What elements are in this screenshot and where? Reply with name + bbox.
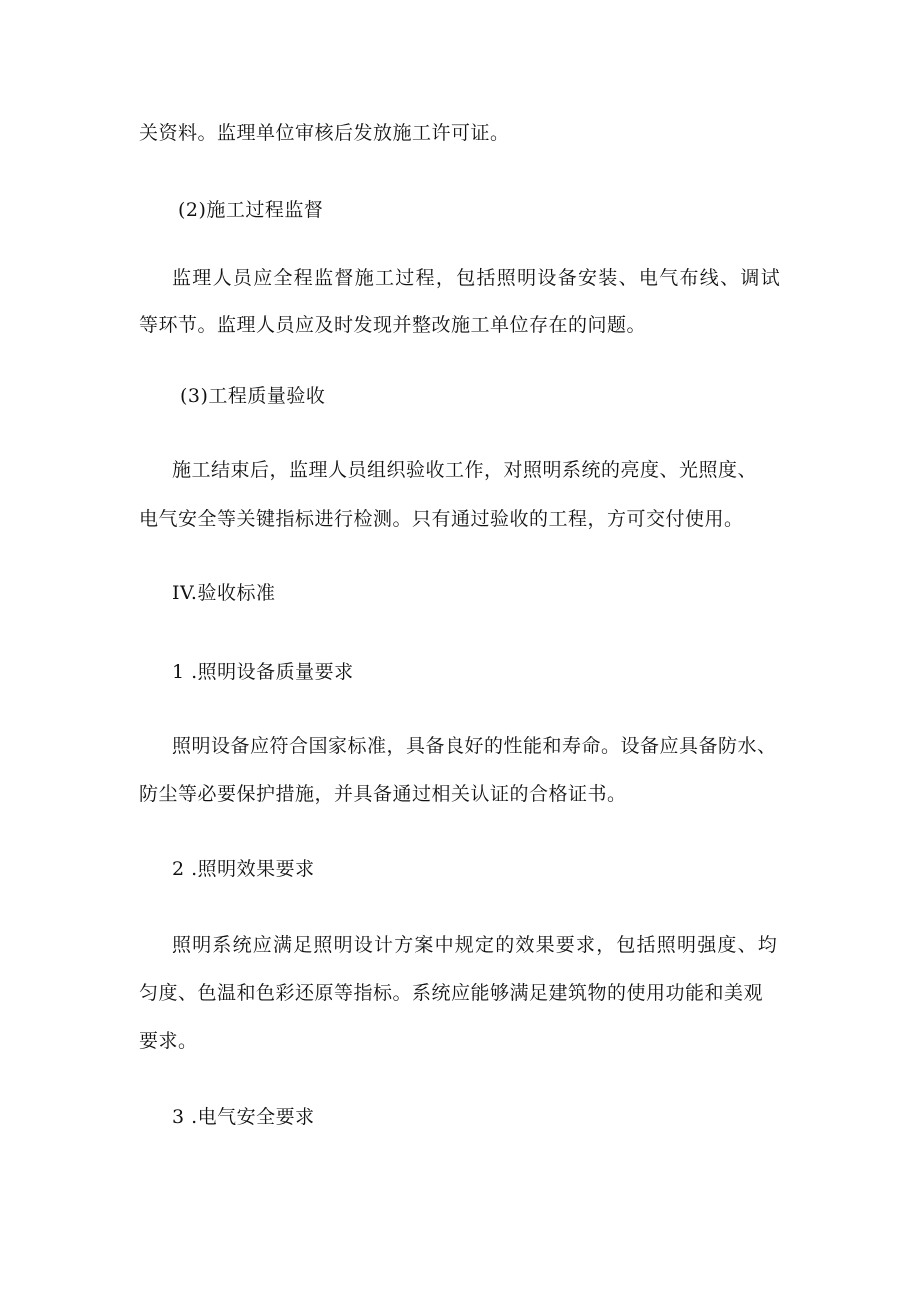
paragraph-line: 施工结束后，监理人员组织验收工作，对照明系统的亮度、光照度、 bbox=[172, 459, 758, 481]
paragraph-line: 匀度、色温和色彩还原等指标。系统应能够满足建筑物的使用功能和美观 bbox=[139, 982, 764, 1004]
subsection-heading: (2)施工过程监督 bbox=[178, 199, 324, 221]
paragraph-line: 照明系统应满足照明设计方案中规定的效果要求，包括照明强度、均 bbox=[172, 934, 779, 956]
paragraph-line: 照明设备应符合国家标准，具备良好的性能和寿命。设备应具备防水、 bbox=[172, 735, 777, 757]
subsection-heading: (3)工程质量验收 bbox=[180, 385, 326, 407]
numbered-heading: 3 .电气安全要求 bbox=[172, 1106, 315, 1128]
paragraph-line: 电气安全等关键指标进行检测。只有通过验收的工程，方可交付使用。 bbox=[139, 508, 744, 530]
paragraph-line: 要求。 bbox=[139, 1030, 198, 1052]
paragraph-line: 等环节。监理人员应及时发现并整改施工单位存在的问题。 bbox=[139, 314, 647, 336]
section-heading: IV.验收标准 bbox=[172, 582, 276, 604]
paragraph-line: 防尘等必要保护措施，并具备通过相关认证的合格证书。 bbox=[139, 783, 627, 805]
numbered-heading: 2 .照明效果要求 bbox=[172, 858, 315, 880]
paragraph-line: 监理人员应全程监督施工过程，包括照明设备安装、电气布线、调试 bbox=[172, 267, 782, 289]
numbered-heading: 1 .照明设备质量要求 bbox=[172, 661, 354, 683]
paragraph-line: 关资料。监理单位审核后发放施工许可证。 bbox=[139, 122, 510, 144]
